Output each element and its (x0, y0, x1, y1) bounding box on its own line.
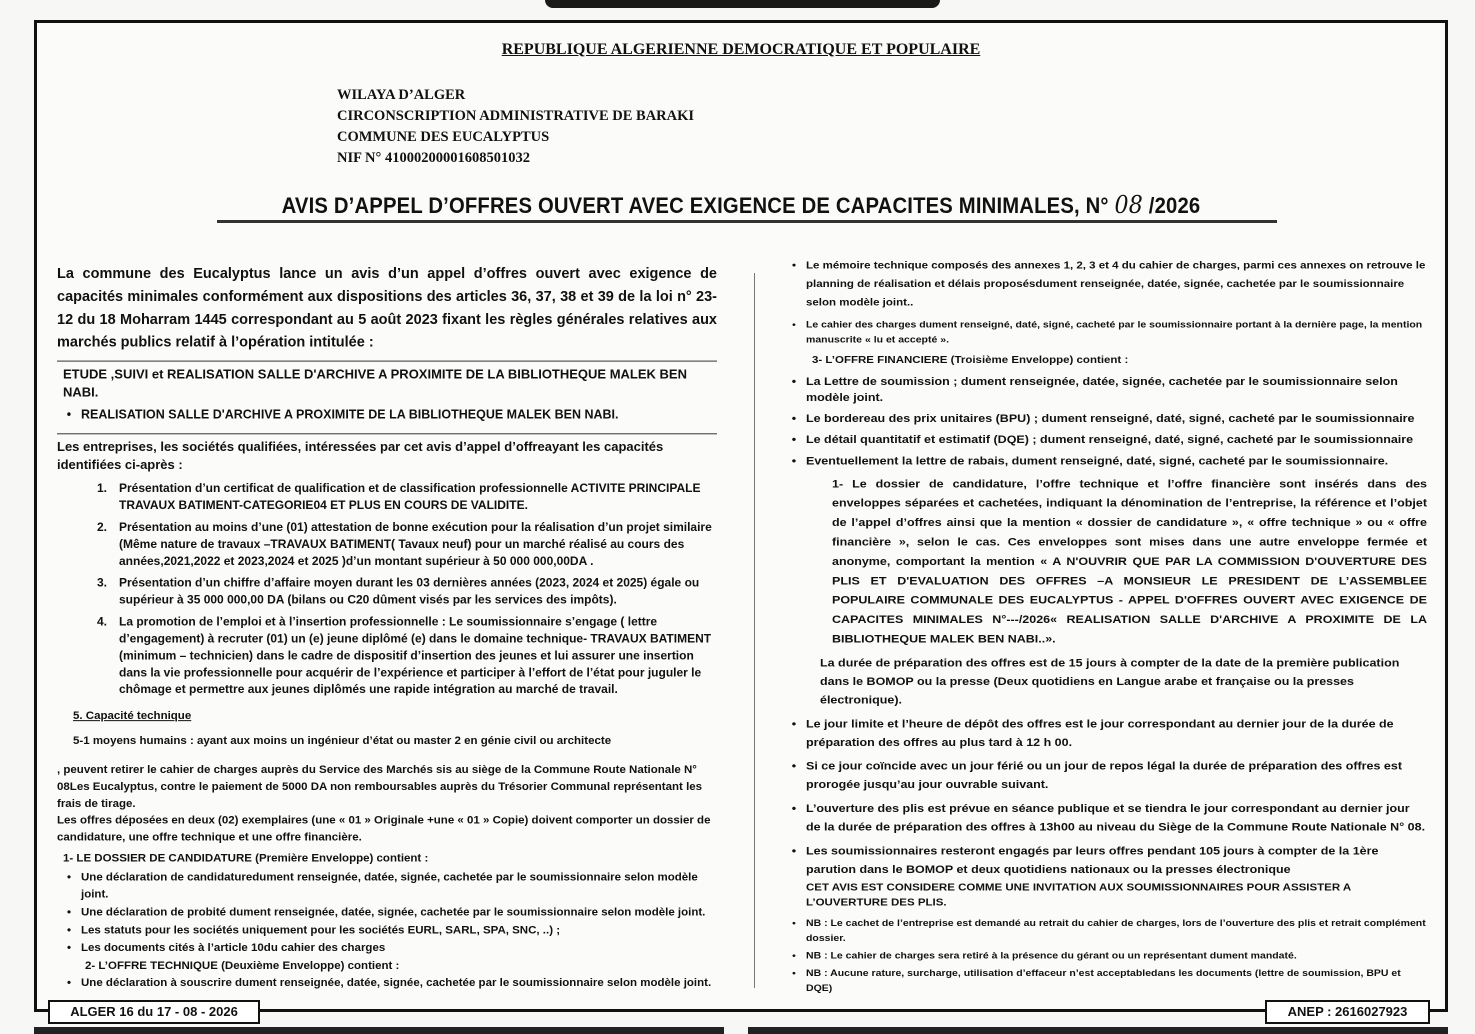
criteria-text: La promotion de l’emploi et à l’insertion professionnelle : Le soumissionnaire s’engage ( lettre d’engagement) à recruter (01) un (e) jeune diplômé (e) dans le domaine technique- TRAVAUX BATIMENT (minimum – technicien) dans le cadre de dispositif d’insertion des jeunes et lui assurer une insertion dans la vie professionnelle pour acquérir de l’expérience et participer à l’effort de l’état pour juguler le chômage et permettre aux jeunes diplômés une rapide intégration au marché de travail. (119, 614, 712, 697)
list-item-text: Eventuellement la lettre de rabais, dument renseigné, daté, signé, cacheté par le soumissionnaire. (806, 454, 1389, 467)
list-item (782, 842, 1427, 879)
bullet-icon: • (791, 717, 797, 730)
criteria-text: Présentation au moins d’une (01) attestation de bonne exécution pour la réalisation d’un projet similaire (Même nature de travaux –TRAVAUX BATIMENT( Tavaux neuf) pour un marché réalisé au cours des années,2021,2022 et 2023,2024 et 2025 )d’un montant supérieur à 50 000 000,00DA . (119, 519, 712, 568)
bottom-edge-bar (748, 1027, 1448, 1034)
criteria-number: 3. (97, 575, 108, 590)
list-item (57, 975, 717, 992)
title-number: 08 (1114, 191, 1143, 219)
list-item-text: L’ouverture des plis est prévue en séance publique et se tiendra le jour correspondant au dernier jour de la durée de préparation des offres à 13h00 au niveau du Siège de la Commune Route Nationale N° 08. (806, 802, 1426, 834)
invitation-line: CET AVIS EST CONSIDERE COMME UNE INVITATION AUX SOUMISSIONNAIRES POUR ASSISTER A L’OUVERTURE DES PLIS. (806, 882, 1351, 909)
left-column (57, 263, 717, 998)
bullet-icon: • (791, 375, 797, 388)
list-item-text: Les documents cités à l’article 10du cahier des charges (81, 942, 386, 955)
list-item (57, 870, 717, 904)
list-item-text: Une déclaration de candidaturedument renseignée, datée, signée, cachetée par le soumissionnaire selon modèle joint. (81, 871, 698, 901)
bullet-icon: • (792, 319, 796, 331)
list-item-text: Le jour limite et l’heure de dépôt des offres est le jour correspondant au dernier jour de la durée de préparation des offres au plus tard à 12 h 00. (806, 717, 1394, 749)
moyens-humains: 5-1 moyens humains : ayant aux moins un ingénieur d’état ou master 2 en génie civil ou architecte (73, 735, 612, 748)
list-item-text: Une déclaration à souscrire dument renseignée, datée, signée, cachetée par le soumissionnaire selon modèle joint. (81, 977, 712, 990)
bullet-icon: • (792, 968, 796, 979)
criteria-text: Présentation d’un certificat de qualification et de classification professionnelle ACTIVITE PRINCIPALE TRAVAUX BATIMENT-CATEGORIE04 ET PLUS EN COURS DE VALIDITE. (119, 481, 701, 512)
lot-text: REALISATION SALLE D'ARCHIVE A PROXIMITE DE LA BIBLIOTHEQUE MALEK BEN NABI. (81, 407, 619, 422)
title-year: /2026 (1148, 193, 1201, 218)
nb-item (782, 949, 1427, 964)
list-item-text: Une déclaration de probité dument renseignée, datée, signée, cachetée par le soumissionnaire selon modèle joint. (81, 906, 706, 919)
bullet-icon: • (66, 942, 72, 955)
criteria-item (97, 519, 717, 570)
duree-paragraph: La durée de préparation des offres est de 15 jours à compter de la date de la première publication dans le BOMOP ou la presse (Deux quotidiens en Langue arabe et française ou la presses électronique). (820, 656, 1400, 707)
bullet-icon: • (66, 407, 72, 422)
list-item (782, 257, 1427, 313)
nb-text: NB : Le cachet de l’entreprise est demandé au retrait du cahier de charges, lors de l’ouverture des plis et retrait complément dossier. (806, 917, 1426, 944)
bottom-edge-bar (34, 1027, 724, 1034)
list-item (782, 373, 1427, 405)
list-item (782, 432, 1427, 448)
nb-item (782, 916, 1427, 946)
offres-paragraph: Les offres déposées en deux (02) exemplaires (une « 01 » Originale +une « 01 » Copie) doivent comporter un dossier de candidature, une offre technique et une offre financière. (57, 814, 711, 844)
list-item (782, 411, 1427, 427)
list-item-text: Si ce jour coïncide avec un jour férié ou un jour de repos légal la durée de préparation des offres est prorogée jusqu’au jour ouvrable suivant. (806, 759, 1402, 791)
org-line: NIF N° 41000200001608501032 (337, 150, 530, 166)
list-item (782, 715, 1427, 752)
retrait-paragraph: , peuvent retirer le cahier de charges auprès du Service des Marchés sis au siège de la Commune Route Nationale N° 08Les Eucalyptus, contre le paiement de 5000 DA non remboursables auprès du Trésorier Communal représentant les frais de tirage. (57, 763, 703, 810)
criteria-item (97, 575, 717, 609)
nb-text: NB : Aucune rature, surcharge, utilisation d’effaceur n’est acceptabledans les documents (lettre de soumission, BPU et DQE) (806, 968, 1401, 994)
criteria-item (97, 480, 717, 514)
bullet-icon: • (791, 802, 797, 815)
bullet-icon: • (791, 412, 797, 425)
criteria-number: 1. (97, 481, 108, 496)
nb-text: NB : Le cahier de charges sera retiré à la présence du gérant ou un représentant dument mandaté. (806, 950, 1297, 962)
org-line: CIRCONSCRIPTION ADMINISTRATIVE DE BARAKI (337, 108, 695, 124)
list-item (782, 757, 1427, 794)
column-divider (754, 273, 755, 988)
divider (57, 433, 717, 434)
operation-title: ETUDE ,SUIVI et REALISATION SALLE D'ARCHIVE A PROXIMITE DE LA BIBLIOTHEQUE MALEK BEN NABI. (63, 366, 687, 400)
publication-date-box: ALGER 16 du 17 - 08 - 2026 (48, 1000, 260, 1024)
title-text: AVIS D’APPEL D’OFFRES OUVERT AVEC EXIGENCE DE CAPACITES MINIMALES, N° (281, 193, 1109, 218)
entreprises-paragraph: Les entreprises, les sociétés qualifiées, intéressées par cet avis d’appel d’offreayant les capacités identifiées ci-après : (57, 439, 664, 473)
lot-item (57, 405, 717, 423)
bullet-icon: • (791, 454, 797, 467)
dossier-heading: 1- LE DOSSIER DE CANDIDATURE (Première Enveloppe) contient : (63, 852, 429, 865)
right-column (782, 257, 1427, 999)
bullet-icon: • (66, 871, 72, 884)
org-line: COMMUNE DES EUCALYPTUS (337, 129, 550, 145)
bullet-icon: • (791, 844, 797, 857)
technique-heading: 2- L’OFFRE TECHNIQUE (Deuxième Enveloppe) contient : (85, 960, 400, 973)
nb-item (782, 966, 1427, 996)
criteria-number: 4. (97, 614, 108, 629)
bullet-icon: • (66, 906, 72, 919)
criteria-item (97, 614, 717, 699)
list-item-text: Le cahier des charges dument renseigné, daté, signé, cacheté par le soumissionnaire portant à la dernière page, la mention manuscrite « lu et accepté ». (806, 319, 1423, 346)
list-item-text: Le détail quantitatif et estimatif (DQE) ; dument renseigné, daté, signé, cacheté par le soumissionnaire (806, 433, 1414, 446)
bullet-icon: • (792, 950, 796, 962)
title-underline (217, 220, 1277, 223)
bullet-icon: • (792, 917, 796, 929)
intro-paragraph: La commune des Eucalyptus lance un avis d’un appel d’offres ouvert avec exigence de capacités minimales conformément aux dispositions des articles 36, 37, 38 et 39 de la loi n° 23-12 du 18 Moharram 1445 correspondant au 5 août 2023 fixant les règles générales relatives aux marchés publics relatif à l’opération intitulée : (57, 265, 717, 351)
list-item-text: Les soumissionnaires resteront engagés par leurs offres pendant 105 jours à compter de la 1ère parution dans le BOMOP et deux quotidiens nationaux ou la presses électronique (806, 844, 1379, 876)
enveloppes-paragraph: 1- Le dossier de candidature, l’offre technique et l’offre financière sont insérés dans des enveloppes séparées et cachetées, indiquant la dénomination de l’entreprise, la référence et l’objet de l’appel d’offres ainsi que la mention « dossier de candidature », « offre technique » ou « offre financière », selon le cas. Ces enveloppes sont mises dans une autre enveloppe fermée et anonyme, comportant la mention « A N'OUVRIR QUE PAR LA COMMISSION D'OUVERTURE DES PLIS ET D'EVALUATION DES OFFRES –A MONSIEUR LE PRESIDENT DE L’ASSEMBLEE POPULAIRE COMMUNALE DES EUCALYPTUS - APPEL D'OFFRES OUVERT AVEC EXIGENCE DE CAPACITES MINIMALES N°---/2026« REALISATION SALLE D'ARCHIVE A PROXIMITE DE LA BIBLIOTHEQUE MALEK BEN NABI..». (832, 477, 1427, 646)
list-item (57, 940, 717, 957)
criteria-number: 2. (97, 519, 108, 534)
criteria-text: Présentation d’un chiffre d’affaire moyen durant les 03 dernières années (2023, 2024 et 2025) égale ou supérieur à 35 000 000,00 DA (bilans ou C20 dûment visés par les services des impôts). (119, 575, 700, 607)
notice-title (93, 191, 1388, 219)
bullet-icon: • (791, 433, 797, 446)
divider (57, 361, 717, 362)
list-item (57, 922, 717, 939)
notice-frame (34, 20, 1448, 1012)
republic-heading: REPUBLIQUE ALGERIENNE DEMOCRATIQUE ET POPULAIRE (501, 41, 981, 58)
bullet-icon: • (791, 759, 797, 773)
bullet-icon: • (66, 977, 72, 990)
financiere-heading: 3- L’OFFRE FINANCIERE (Troisième Enveloppe) contient : (812, 354, 1129, 366)
list-item (782, 800, 1427, 837)
list-item-text: Les statuts pour les sociétés uniquement pour les sociétés EURL, SARL, SPA, SNC, ..) ; (81, 924, 561, 937)
bullet-icon: • (66, 924, 72, 937)
list-item (57, 904, 717, 921)
capacite-heading: 5. Capacité technique (73, 710, 192, 723)
top-edge-mark (545, 0, 940, 8)
list-item-text: Le mémoire technique composés des annexes 1, 2, 3 et 4 du cahier de charges, parmi ces annexes on retrouve le planning de réalisation et délais proposésdument renseignée, datée, signée, cachetée par le soumissionnaire selon modèle joint.. (806, 260, 1426, 309)
anep-reference-box: ANEP : 2616027923 (1265, 1000, 1430, 1024)
org-line: WILAYA D’ALGER (337, 87, 466, 103)
list-item-text: La Lettre de soumission ; dument renseignée, datée, signée, cachetée par le soumissionnaire selon modèle joint. (806, 375, 1398, 404)
list-item (782, 453, 1427, 469)
list-item (782, 318, 1427, 348)
organization-block (337, 85, 694, 169)
list-item-text: Le bordereau des prix unitaires (BPU) ; dument renseigné, daté, signé, cacheté par le soumissionnaire (806, 412, 1415, 425)
bullet-icon: • (791, 260, 797, 272)
